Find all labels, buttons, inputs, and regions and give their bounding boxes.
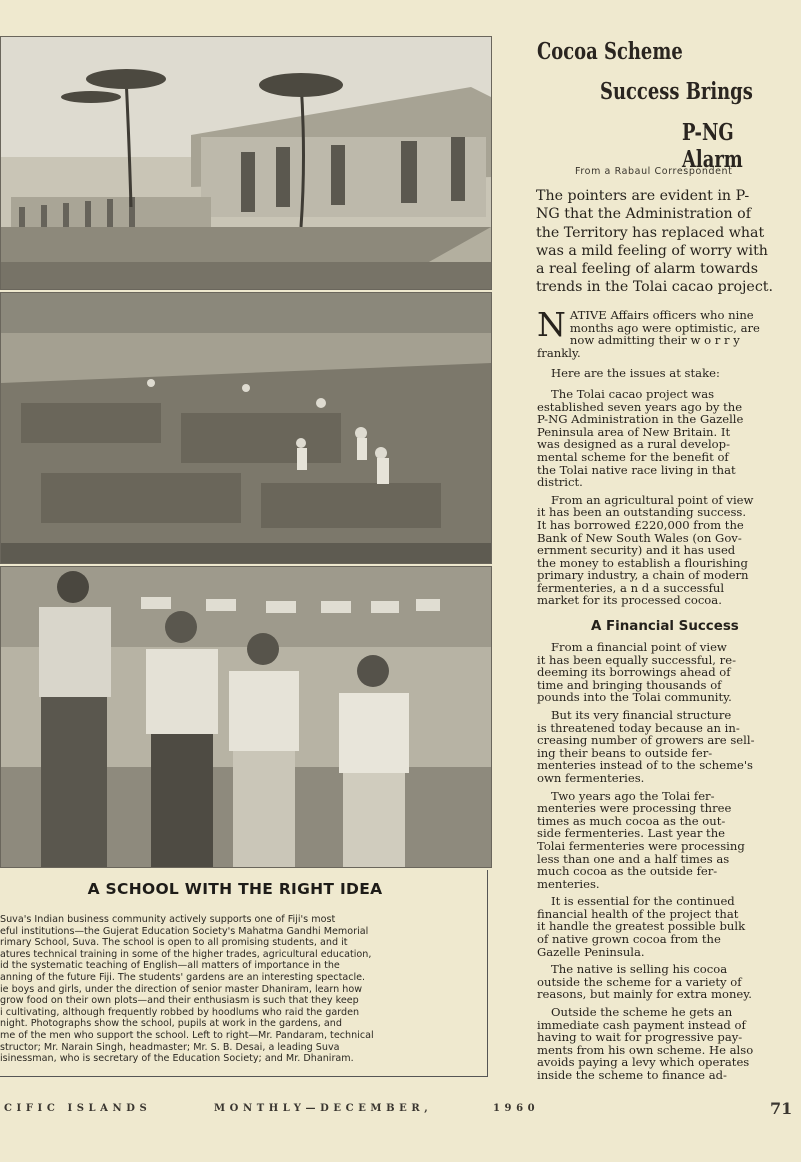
subheading: A Financial Success [591,619,739,634]
paragraph-6: But its very financial structure is threatened today because an in- creasing number of growers are sell- ing their beans to outside fer- menteries instead of to the scheme's own fermenteries. [537,707,755,785]
lead-line: the Territory has replaced what [536,224,765,241]
paragraph-7: Two years ago the Tolai fer- menteries were processing three times as much cocoa as the out- side fermenteries. Last year the Tolai fermenteries were processing less than one and a half times as much cocoa as the outside fer- menteries. [537,788,745,891]
page-number: 71 [770,1099,793,1118]
caption-line: night. Photographs show the school, pupils at work in the gardens, and [0,1018,342,1030]
lead-line: The pointers are evident in P- [536,188,750,204]
caption-line: anning of the future Fiji. The students' gardens are an interesting spectacle. [0,971,366,983]
paragraph-5: From a financial point of view it has been equally successful, re- deeming its borrowings ahead of time and bringing thousands of pounds into the Tolai community. [537,640,736,705]
caption-line: Suva's Indian business community actively supports one of Fiji's most [0,914,336,925]
caption-line: structor; Mr. Narain Singh, headmaster; Mr. S. B. Desai, a leading Suva [0,1041,340,1053]
caption-line: rimary School, Suva. The school is open to all promising students, and it [0,937,348,949]
headline-line-1: Cocoa Scheme [537,38,683,65]
footer-issue: MONTHLY—DECEMBER, [214,1103,433,1114]
paragraph-3: The Tolai cacao project was established seven years ago by the P-NG Administration in the Gazelle Peninsula area of New Britain. It was designed as a rural develop- mental scheme for the benefit of the Tolai native race living in that district. [537,386,744,490]
school-building-photo [0,36,492,290]
caption-line: eful institutions—the Gujerat Education Society's Mahatma Gandhi Memorial [0,925,369,937]
dropcap: N [537,305,566,344]
caption-line: grow food on their own plots—and their enthusiasm is such that they keep [0,995,359,1007]
caption-text [0,914,482,1065]
paragraph-10: Outside the scheme he gets an immediate cash payment instead of having to wait for progressive pay- ments from his own scheme. He also avoids paying a levy which operates inside the scheme to finance ad- [537,1005,754,1082]
headline-line-2: Success Brings [600,78,753,105]
caption-line: isinessman, who is secretary of the Education Society; and Mr. Dhaniram. [0,1053,354,1065]
school-garden-photo [0,292,492,564]
article-body-lower [537,641,792,1087]
caption-line: me of the men who support the school. Left to right—Mr. Pandaram, technical [0,1029,374,1041]
lead-paragraph [536,187,792,297]
article-body-upper [537,305,792,612]
paragraph-2: Here are the issues at stake: [551,366,720,381]
caption-line: i cultivating, although frequently robbed by hoodlums who raid the garden [0,1006,360,1018]
footer-publication: CIFIC ISLANDS [4,1103,152,1114]
paragraph-9: The native is selling his cocoa outside the scheme for a variety of reasons, but mainly for extra money. [537,962,752,1002]
caption-title: A SCHOOL WITH THE RIGHT IDEA [87,880,383,898]
lead-line: NG that the Administration of [536,206,751,223]
lead-line: trends in the Tolai cacao project. [536,279,773,296]
photo-caption [0,870,488,1077]
paragraph-1: N ATIVE Affairs officers who nine months ago were optimistic, are now admitting their w o r r y frankly. [537,305,760,360]
headline-line-3: P-NG Alarm [682,119,743,173]
lead-line: was a mild feeling of worry with [536,242,768,259]
caption-line: id the systematic teaching of English—all matters of importance in the [0,960,340,972]
lead-line: a real feeling of alarm towards [536,261,758,278]
paragraph-4: From an agricultural point of view it has been an outstanding success. It has borrowed £220,000 from the Bank of New South Wales (on Gov- ernment security) and it has used the money to establish a flourishing primary industry, a chain of modern fermenteries, a n d a successful market for its processed cocoa. [537,492,754,608]
paragraph-8: It is essential for the continued financial health of the project that it handle the greatest possible bulk of native grown cocoa from the Gazelle Peninsula. [537,894,746,959]
byline: From a Rabaul Correspondent [575,166,733,177]
caption-line: atures technical training in some of the higher trades, agricultural education, [0,948,372,960]
caption-line: ie boys and girls, under the direction of senior master Dhaniram, learn how [0,983,363,995]
page-footer [0,1099,801,1123]
footer-year: 1960 [493,1103,540,1114]
four-men-photo [0,566,492,868]
